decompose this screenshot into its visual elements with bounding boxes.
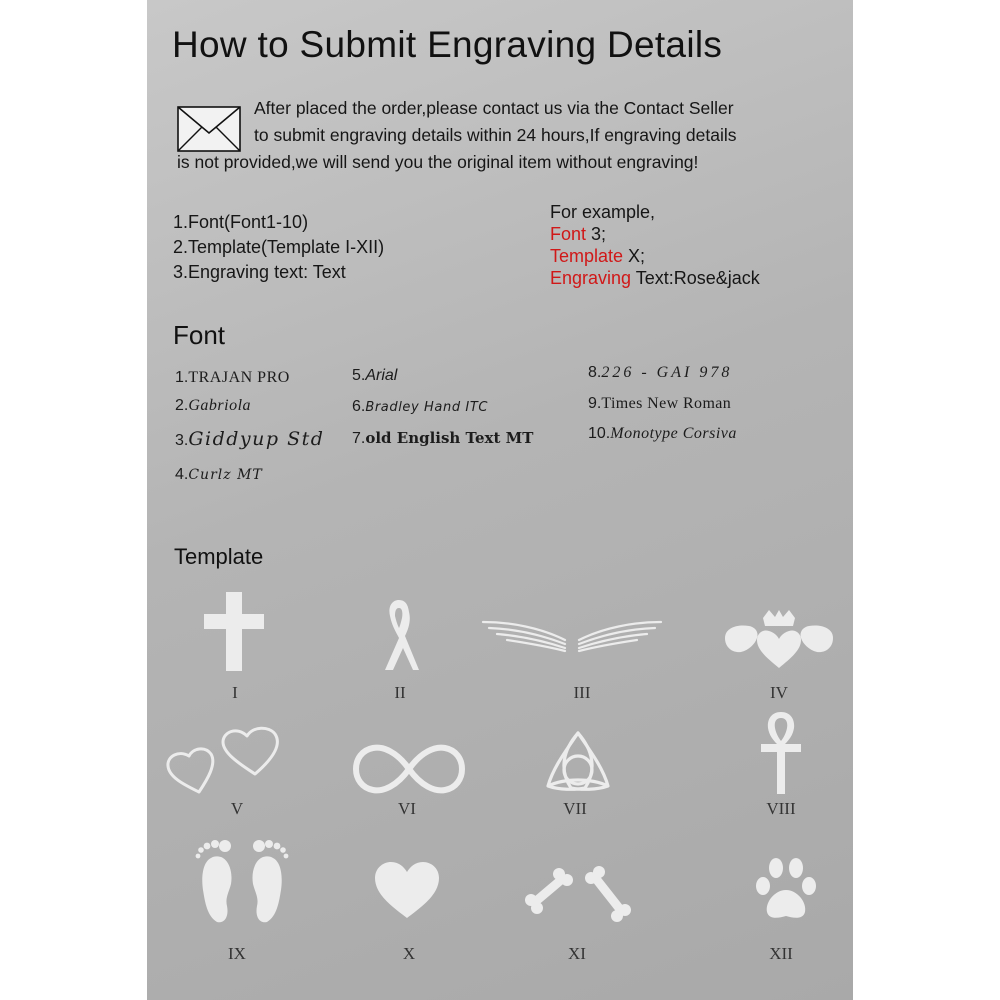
template-numeral: I (232, 683, 238, 702)
template-numeral: II (394, 683, 406, 702)
font-option-7 (352, 429, 533, 448)
font-option-4 (175, 466, 263, 484)
font-option-1 (175, 369, 290, 387)
step-item: 2.Template(Template I-XII) (173, 237, 385, 257)
font-option-5 (352, 367, 397, 385)
envelope-icon (177, 106, 241, 152)
example-template-value: X; (623, 246, 646, 266)
example-engraving-line (550, 267, 760, 289)
font-option-name: Gabriola (188, 397, 252, 414)
font-option-number: 6. (352, 398, 366, 415)
font-option-2 (175, 397, 251, 415)
template-numeral: XII (769, 944, 793, 963)
template-numeral: X (402, 944, 416, 963)
step-item: 1.Font(Font1-10) (173, 212, 309, 232)
example-template-key: Template (550, 246, 624, 266)
paw-print-icon (753, 856, 819, 924)
font-option-name: TRAJAN PRO (188, 369, 290, 386)
font-option-number: 7. (352, 430, 366, 447)
example-font-value: 3; (586, 224, 607, 244)
template-numeral: V (230, 799, 244, 818)
font-option-6 (352, 398, 488, 416)
example-font-line (550, 223, 760, 245)
intro-line-3: is not provided,we will send you the original item without engraving! (177, 152, 699, 172)
template-section-heading: Template (174, 544, 264, 569)
font-option-name: Bradley Hand ITC (365, 400, 489, 415)
example-engraving-key: Engraving (550, 268, 632, 288)
font-option-9 (588, 395, 731, 413)
font-option-8 (588, 364, 732, 382)
steps-list (173, 210, 384, 285)
trinity-knot-icon (545, 730, 611, 796)
example-font-key: Font (550, 224, 587, 244)
bones-icon (523, 866, 635, 924)
example-template-line (550, 245, 760, 267)
intro-line-2: to submit engraving details within 24 hours,If engraving details (254, 125, 737, 145)
template-numeral: VI (398, 799, 416, 818)
engraving-instructions-card (147, 0, 853, 1000)
cross-icon (203, 592, 265, 672)
heart-icon (373, 860, 441, 920)
font-section-heading: Font (173, 320, 226, 350)
font-option-name: Arial (365, 367, 398, 384)
font-option-number: 9. (588, 395, 602, 412)
template-numeral: VII (563, 799, 587, 818)
wings-icon (481, 618, 663, 654)
template-numeral: XI (568, 944, 586, 963)
ribbon-icon (379, 596, 419, 672)
example-engraving-value: Text:Rose&jack (631, 268, 760, 288)
font-option-number: 2. (175, 397, 189, 414)
double-heart-icon (165, 724, 295, 796)
font-option-name: Monotype Corsiva (610, 425, 737, 442)
font-option-3 (175, 428, 324, 450)
footprints-icon (195, 836, 289, 926)
font-option-name: 226 - GAI 978 (601, 364, 733, 381)
font-option-number: 3. (175, 432, 189, 449)
page-title: How to Submit Engraving Details (172, 24, 723, 65)
step-item: 3.Engraving text: Text (173, 262, 346, 282)
font-option-number: 4. (175, 466, 189, 483)
intro-line-1: After placed the order,please contact us via the Contact Seller (254, 98, 734, 118)
font-option-name: Giddyup Std (188, 428, 325, 450)
font-option-name: Curlz MT (188, 467, 263, 483)
font-option-number: 1. (175, 369, 189, 386)
font-option-name: Times New Roman (601, 395, 732, 412)
template-numeral: VIII (766, 799, 796, 818)
template-numeral: IV (770, 683, 788, 702)
ankh-icon (759, 710, 803, 796)
example-block (550, 201, 760, 289)
template-numeral: IX (228, 944, 246, 963)
template-numeral: III (573, 683, 591, 702)
claddagh-icon (723, 610, 835, 672)
infinity-icon (353, 742, 465, 796)
font-option-number: 5. (352, 367, 366, 384)
font-option-number: 8. (588, 364, 602, 381)
font-option-10 (588, 425, 737, 443)
font-option-number: 10. (588, 425, 611, 442)
font-option-name: old English Text MT (365, 429, 534, 447)
example-heading: For example, (550, 202, 656, 222)
